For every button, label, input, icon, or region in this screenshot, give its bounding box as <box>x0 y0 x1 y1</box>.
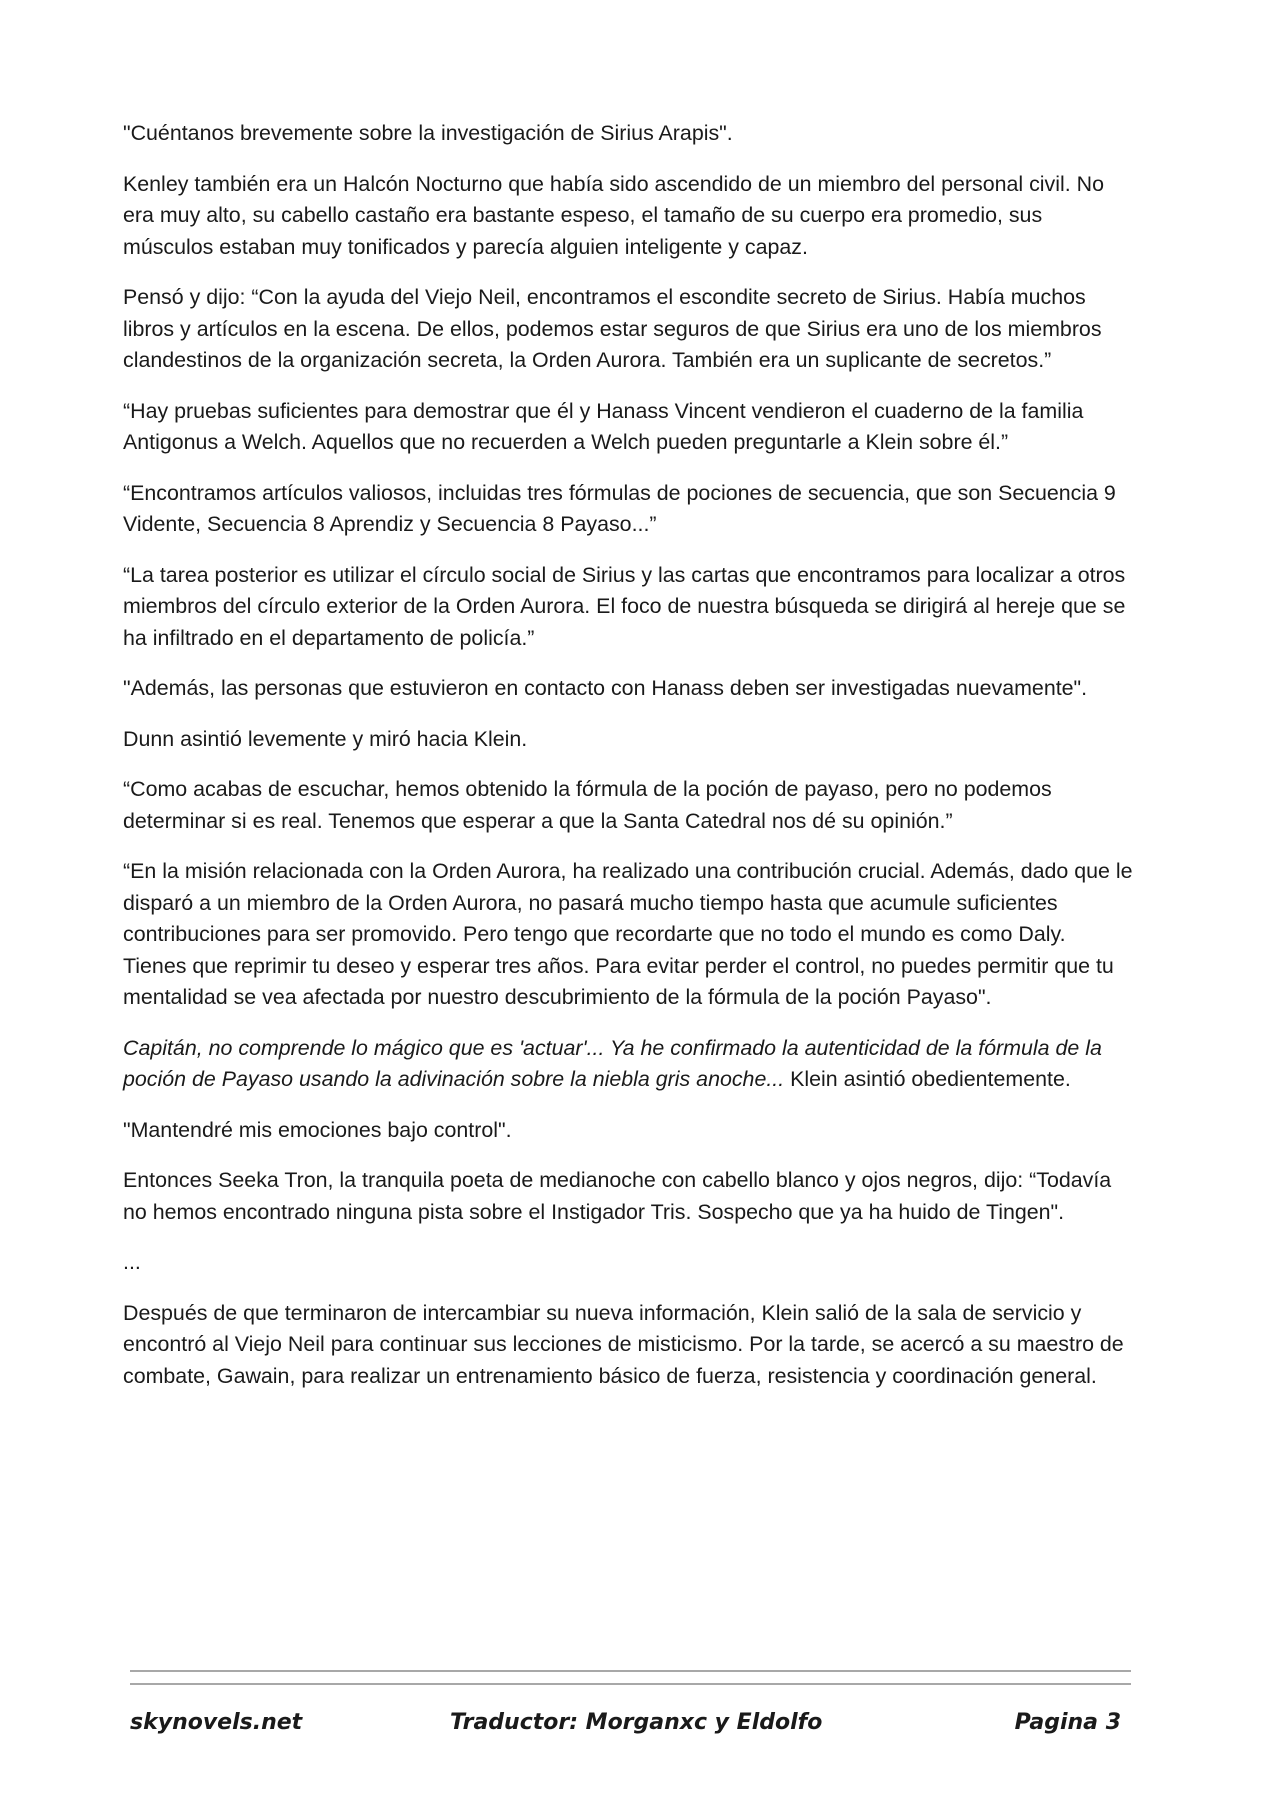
page-footer <box>130 1710 1131 1750</box>
paragraph: “En la misión relacionada con la Orden Aurora, ha realizado una contribución crucial. Además, dado que le disparó a un miembro de la Orden Aurora, no pasará mucho tiempo hasta que acumule suficientes contribuciones para ser promovido. Pero tengo que recordarte que no todo el mundo es como Daly. Tienes que reprimir tu deseo y esperar tres años. Para evitar perder el control, no puedes permitir que tu mentalidad se vea afectada por nuestro descubrimiento de la fórmula de la poción Payaso". <box>123 859 1133 1009</box>
paragraph: Kenley también era un Halcón Nocturno que había sido ascendido de un miembro del personal civil. No era muy alto, su cabello castaño era bastante espeso, el tamaño de su cuerpo era promedio, sus músculos estaban muy tonificados y parecía alguien inteligente y capaz. <box>123 171 1104 259</box>
footer-page-number: Pagina 3 <box>1014 1710 1121 1735</box>
paragraph: Pensó y dijo: “Con la ayuda del Viejo Neil, encontramos el escondite secreto de Sirius. Había muchos libros y artículos en la escena. De ellos, podemos estar seguros de que Sirius era uno de los miembros clandestinos de la organización secreta, la Orden Aurora. También era un suplicante de secretos.” <box>123 285 1102 372</box>
italic-thought: Capitán, no comprende lo mágico que es 'actuar'... Ya he confirmado la autenticidad de la fórmula de la poción de Payaso usando la adivinación sobre la niebla gris anoche... <box>123 1035 1102 1091</box>
footer-divider-bottom <box>130 1683 1131 1685</box>
paragraph: “Como acabas de escuchar, hemos obtenido la fórmula de la poción de payaso, pero no podemos determinar si es real. Tenemos que esperar a que la Santa Catedral nos dé su opinión.” <box>123 777 1052 833</box>
footer-divider-top <box>130 1670 1131 1672</box>
footer-site: skynovels.net <box>130 1710 303 1735</box>
paragraph: “Encontramos artículos valiosos, incluidas tres fórmulas de pociones de secuencia, que son Secuencia 9 Vidente, Secuencia 8 Aprendiz y Secuencia 8 Payaso...” <box>123 480 1116 536</box>
paragraph: "Cuéntanos brevemente sobre la investigación de Sirius Arapis". <box>123 121 733 145</box>
paragraph: "Mantendré mis emociones bajo control". <box>123 1117 512 1142</box>
paragraph: Después de que terminaron de intercambiar su nueva información, Klein salió de la sala de servicio y encontró al Viejo Neil para continuar sus lecciones de misticismo. Por la tarde, se acercó a su maestro de combate, Gawain, para realizar un entrenamiento básico de fuerza, resistencia y coordinación general. <box>123 1300 1124 1388</box>
paragraph: Entonces Seeka Tron, la tranquila poeta de medianoche con cabello blanco y ojos negros, dijo: “Todavía no hemos encontrado ninguna pista sobre el Instigador Tris. Sospecho que ya ha huido de Tingen". <box>123 1168 1112 1224</box>
paragraph-ellipsis: ... <box>123 1250 141 1274</box>
footer-translator: Traductor: Morganxc y Eldolfo <box>450 1710 823 1735</box>
paragraph: “Hay pruebas suficientes para demostrar que él y Hanass Vincent vendieron el cuaderno de la familia Antigonus a Welch. Aquellos que no recuerden a Welch pueden preguntarle a Klein sobre él.” <box>123 398 1084 454</box>
paragraph-tail: Klein asintió obedientemente. <box>784 1067 1071 1091</box>
paragraph: Dunn asintió levemente y miró hacia Klein. <box>123 726 528 751</box>
paragraph: “La tarea posterior es utilizar el círculo social de Sirius y las cartas que encontramos para localizar a otros miembros del círculo exterior de la Orden Aurora. El foco de nuestra búsqueda se dirigirá al hereje que se ha infiltrado en el departamento de policía.” <box>123 562 1126 650</box>
paragraph-italic-thought <box>123 1033 1133 1096</box>
paragraph: "Además, las personas que estuvieron en contacto con Hanass deben ser investigadas nuevamente". <box>123 676 1088 700</box>
document-body <box>123 118 1133 1411</box>
